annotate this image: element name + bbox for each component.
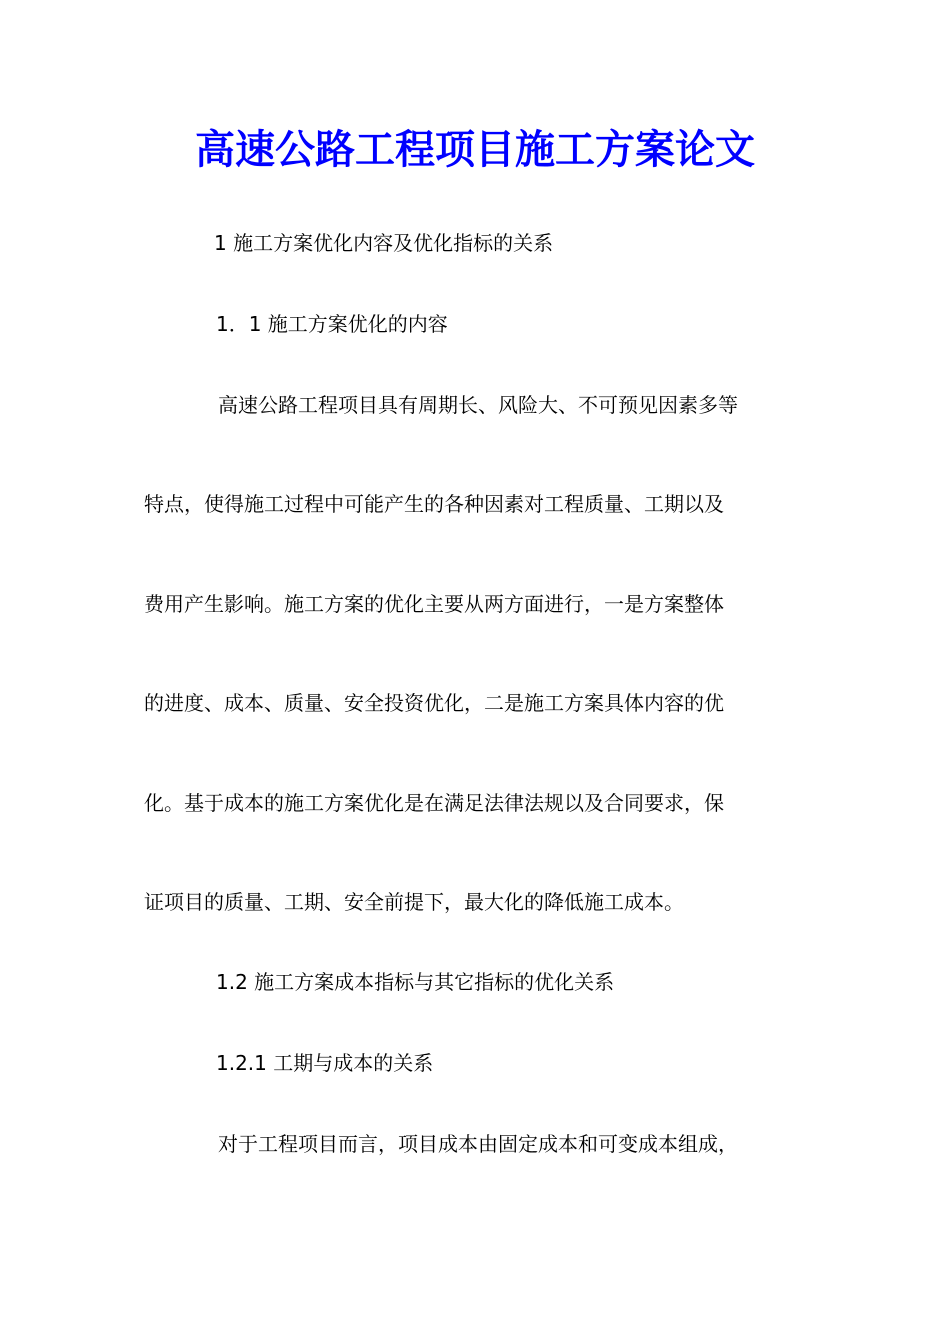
paragraph-line: 的进度、成本、质量、安全投资优化，二是施工方案具体内容的优 — [144, 691, 724, 715]
paragraph-line: 特点，使得施工过程中可能产生的各种因素对工程质量、工期以及 — [144, 492, 724, 516]
document-title: 高速公路工程项目施工方案论文 — [195, 126, 755, 173]
paragraph-line: 费用产生影响。施工方案的优化主要从两方面进行，一是方案整体 — [144, 592, 724, 616]
section-heading-1: 1 施工方案优化内容及优化指标的关系 — [214, 231, 554, 255]
subsection-heading-1-2-1: 1.2.1 工期与成本的关系 — [216, 1051, 434, 1075]
paragraph-line: 化。基于成本的施工方案优化是在满足法律法规以及合同要求，保 — [144, 791, 724, 815]
paragraph-line: 对于工程项目而言，项目成本由固定成本和可变成本组成， — [218, 1132, 738, 1156]
paragraph-line: 证项目的质量、工期、安全前提下，最大化的降低施工成本。 — [144, 890, 684, 914]
paragraph-line: 高速公路工程项目具有周期长、风险大、不可预见因素多等 — [218, 393, 738, 417]
subsection-heading-1-2: 1.2 施工方案成本指标与其它指标的优化关系 — [216, 970, 615, 994]
subsection-heading-1-1: 1．1 施工方案优化的内容 — [216, 312, 448, 336]
